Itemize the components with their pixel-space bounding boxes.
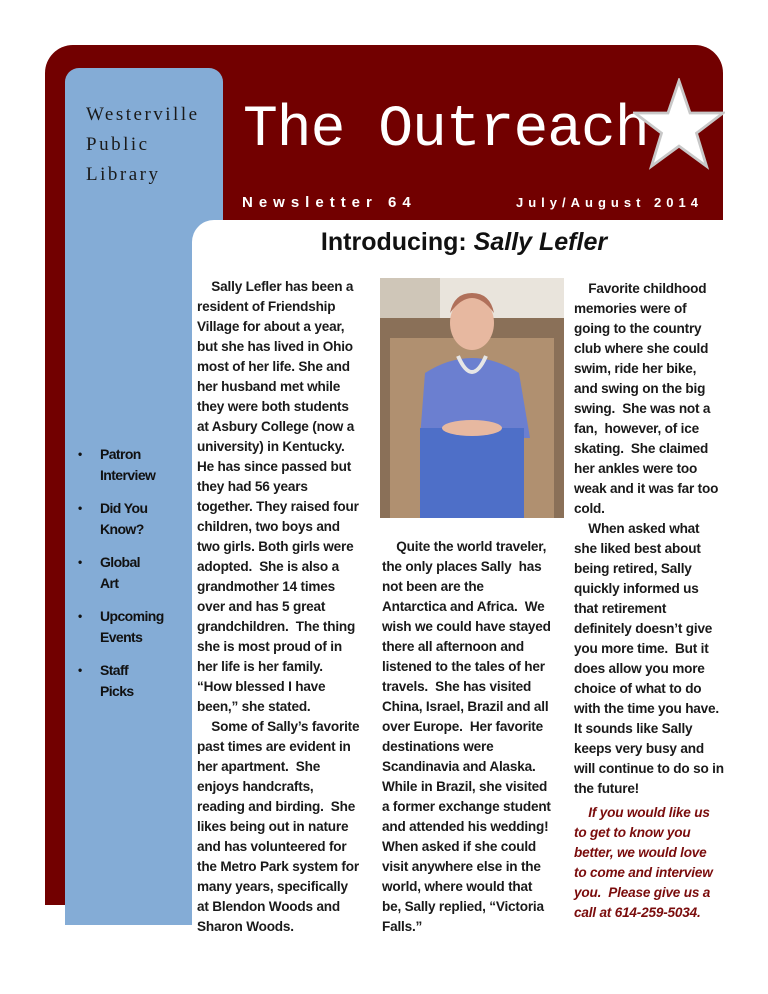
text-line: keeps very busy and bbox=[574, 741, 704, 756]
text-line: weak and it was far too bbox=[574, 481, 719, 496]
text-line: Scandinavia and Alaska. bbox=[382, 759, 536, 774]
text-line: Sally Lefler has been a bbox=[197, 279, 354, 294]
sidebar-nav bbox=[78, 444, 164, 714]
text-line: cold. bbox=[574, 501, 605, 516]
article-column-1 bbox=[197, 277, 359, 937]
text-line: When asked what bbox=[574, 521, 700, 536]
text-line: the Metro Park system for bbox=[197, 859, 359, 874]
text-line: grandchildren. The thing bbox=[197, 619, 356, 634]
text-line: world, where would that bbox=[382, 879, 533, 894]
text-line: her husband met while bbox=[197, 379, 341, 394]
text-line: resident of Friendship bbox=[197, 299, 336, 314]
text-line: she liked best about bbox=[574, 541, 701, 556]
text-line: It sounds like Sally bbox=[574, 721, 693, 736]
text-line: does allow you more bbox=[574, 661, 705, 676]
text-line: two girls. Both girls were bbox=[197, 539, 354, 554]
library-name-line: Library bbox=[86, 164, 161, 185]
text-line: and has volunteered for bbox=[197, 839, 347, 854]
nav-item-global-art[interactable]: • Global Art bbox=[78, 552, 164, 594]
text-line: university) in Kentucky. bbox=[197, 439, 345, 454]
text-line: there all afternoon and bbox=[382, 639, 524, 654]
text-line: Sharon Woods. bbox=[197, 919, 294, 934]
nav-item-patron-interview[interactable]: • Patron Interview bbox=[78, 444, 164, 486]
text-line: Quite the world traveler, bbox=[382, 539, 547, 554]
text-line: “How blessed I have bbox=[197, 679, 326, 694]
text-line: over and has 5 great bbox=[197, 599, 326, 614]
text-line: memories were of bbox=[574, 301, 687, 316]
text-line: quickly informed us bbox=[574, 581, 699, 596]
text-line: listened to the tales of her bbox=[382, 659, 545, 674]
text-line: most of her life. She and bbox=[197, 359, 350, 374]
text-line: they had 56 years bbox=[197, 479, 308, 494]
text-line: He has since passed but bbox=[197, 459, 352, 474]
text-line: over Europe. Her favorite bbox=[382, 719, 543, 734]
text-line: Antarctica and Africa. We bbox=[382, 599, 545, 614]
text-line: Falls.” bbox=[382, 919, 423, 934]
text-line: skating. She claimed bbox=[574, 441, 709, 456]
text-line: with the time you have. bbox=[574, 701, 719, 716]
library-name-line: Public bbox=[86, 134, 150, 155]
text-line: Village for about a year, bbox=[197, 319, 345, 334]
text-line: swing. She was not a bbox=[574, 401, 711, 416]
star-icon bbox=[633, 78, 725, 170]
text-line: likes being out in nature bbox=[197, 819, 349, 834]
interview-callout: If you would like us to get to know you better, we would love to come and interview you. Please give us a call at 614-259-5034. bbox=[574, 805, 713, 920]
text-line: going to the country bbox=[574, 321, 702, 336]
newsletter-title: The Outreach bbox=[243, 98, 649, 163]
issue-date: July/August 2014 bbox=[516, 195, 703, 210]
article-headline: Introducing: Sally Lefler bbox=[320, 228, 608, 256]
text-line: past times are evident in bbox=[197, 739, 351, 754]
text-line: not been are the bbox=[382, 579, 484, 594]
text-line: reading and birding. She bbox=[197, 799, 356, 814]
text-line: and swing on the big bbox=[574, 381, 706, 396]
text-line: visit anywhere else in the bbox=[382, 859, 541, 874]
text-line: destinations were bbox=[382, 739, 494, 754]
text-line: When asked if she could bbox=[382, 839, 537, 854]
text-line: fan, however, of ice bbox=[574, 421, 699, 436]
text-line: enjoys handcrafts, bbox=[197, 779, 314, 794]
text-line: Some of Sally’s favorite bbox=[197, 719, 360, 734]
newsletter-number: Newsletter 64 bbox=[242, 194, 417, 211]
text-line: Favorite childhood bbox=[574, 281, 707, 296]
text-line: choice of what to do bbox=[574, 681, 702, 696]
text-line: definitely doesn’t give bbox=[574, 621, 713, 636]
nav-item-staff-picks[interactable]: • Staff Picks bbox=[78, 660, 164, 702]
text-line: at Asbury College (now a bbox=[197, 419, 355, 434]
text-line: the only places Sally has bbox=[382, 559, 542, 574]
text-line: children, two boys and bbox=[197, 519, 340, 534]
text-line: While in Brazil, she visited bbox=[382, 779, 548, 794]
text-line: grandmother 14 times bbox=[197, 579, 336, 594]
text-line: many years, specifically bbox=[197, 879, 348, 894]
text-line: wish we could have stayed bbox=[382, 619, 551, 634]
text-line: but she has lived in Ohio bbox=[197, 339, 353, 354]
text-line: her apartment. She bbox=[197, 759, 321, 774]
text-line: adopted. She is also a bbox=[197, 559, 339, 574]
article-column-3 bbox=[574, 279, 724, 799]
library-name-line: Westerville bbox=[86, 104, 200, 125]
text-line: you more time. But it bbox=[574, 641, 709, 656]
text-line: she is most proud of in bbox=[197, 639, 342, 654]
text-line: at Blendon Woods and bbox=[197, 899, 341, 914]
text-line: club where she could bbox=[574, 341, 709, 356]
sally-lefler-photo bbox=[380, 278, 564, 518]
text-line: been,” she stated. bbox=[197, 699, 311, 714]
text-line: the future! bbox=[574, 781, 640, 796]
text-line: swim, ride her bike, bbox=[574, 361, 697, 376]
text-line: China, Israel, Brazil and all bbox=[382, 699, 549, 714]
nav-item-upcoming-events[interactable]: • Upcoming Events bbox=[78, 606, 164, 648]
text-line: that retirement bbox=[574, 601, 667, 616]
text-line: be, Sally replied, “Victoria bbox=[382, 899, 544, 914]
text-line: will continue to do so in bbox=[574, 761, 724, 776]
library-name bbox=[86, 100, 200, 190]
text-line: they were both students bbox=[197, 399, 349, 414]
text-line: being retired, Sally bbox=[574, 561, 692, 576]
text-line: her ankles were too bbox=[574, 461, 698, 476]
text-line: her life is her family. bbox=[197, 659, 323, 674]
article-column-2 bbox=[382, 537, 551, 937]
nav-item-did-you-know[interactable]: • Did You Know? bbox=[78, 498, 164, 540]
text-line: travels. She has visited bbox=[382, 679, 532, 694]
text-line: together. They raised four bbox=[197, 499, 359, 514]
text-line: and attended his wedding! bbox=[382, 819, 549, 834]
text-line: a former exchange student bbox=[382, 799, 551, 814]
